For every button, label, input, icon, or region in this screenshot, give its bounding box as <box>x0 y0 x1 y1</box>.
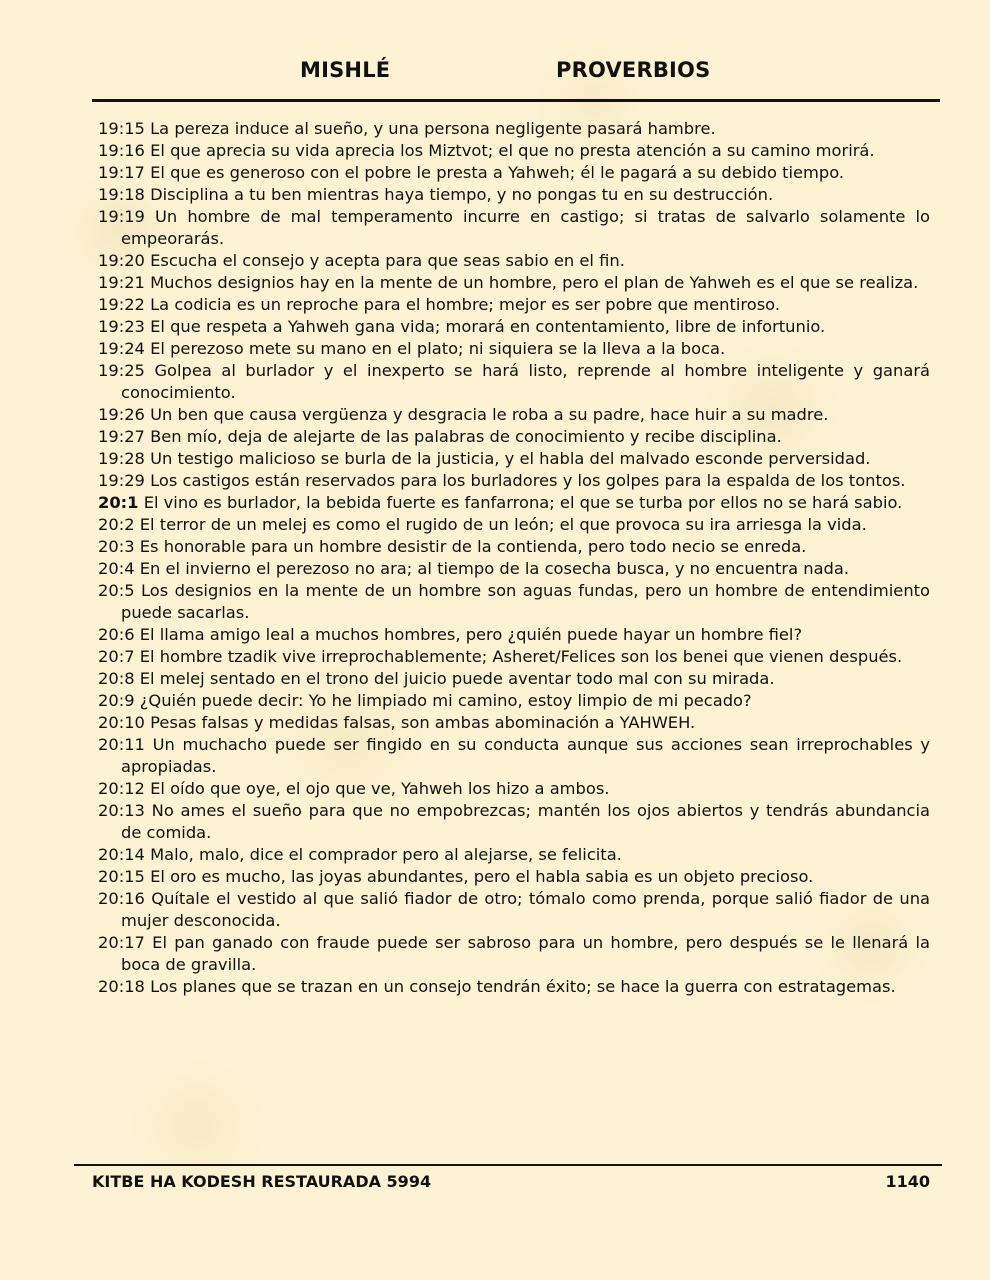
verse-text: Los castigos están reservados para los burladores y los golpes para la espalda de los tontos. <box>150 471 906 490</box>
verse-text: Pesas falsas y medidas falsas, son ambas abominación a YAHWEH. <box>150 713 696 732</box>
verse-reference: 19:27 <box>98 427 145 446</box>
verse <box>98 514 930 536</box>
verse <box>98 580 930 624</box>
verse-reference: 20:8 <box>98 669 135 688</box>
verse-reference: 19:16 <box>98 141 145 160</box>
verse-reference: 19:18 <box>98 185 145 204</box>
verse-reference: 20:10 <box>98 713 145 732</box>
verse <box>98 536 930 558</box>
verse-reference: 19:23 <box>98 317 145 336</box>
verse-text: El perezoso mete su mano en el plato; ni siquiera se la lleva a la boca. <box>150 339 726 358</box>
verse-text: El oro es mucho, las joyas abundantes, pero el habla sabia es un objeto precioso. <box>150 867 814 886</box>
verse-text: Es honorable para un hombre desistir de la contienda, pero todo necio se enreda. <box>139 537 807 556</box>
verse <box>98 448 930 470</box>
verse <box>98 118 930 140</box>
verse-text: El pan ganado con fraude puede ser sabroso para un hombre, pero después se le llenará la boca de gravilla. <box>121 933 930 974</box>
verse-text: El oído que oye, el ojo que ve, Yahweh los hizo a ambos. <box>150 779 610 798</box>
verse-text: El melej sentado en el trono del juicio puede aventar todo mal con su mirada. <box>139 669 775 688</box>
verse <box>98 184 930 206</box>
verse <box>98 866 930 888</box>
verse <box>98 338 930 360</box>
verse-text: Quítale el vestido al que salió fiador de otro; tómalo como prenda, porque salió fiador de una mujer desconocida. <box>121 889 930 930</box>
verse <box>98 712 930 734</box>
verse-text: Ben mío, deja de alejarte de las palabras de conocimiento y recibe disciplina. <box>150 427 782 446</box>
verse-text: El terror de un melej es como el rugido de un león; el que provoca su ira arriesga la vida. <box>139 515 867 534</box>
verse <box>98 646 930 668</box>
verse-text: Los planes que se trazan en un consejo tendrán éxito; se hace la guerra con estratagemas. <box>150 977 896 996</box>
verse <box>98 668 930 690</box>
verse-text: Escucha el consejo y acepta para que seas sabio en el fin. <box>150 251 625 270</box>
verse-text: Un testigo malicioso se burla de la justicia, y el habla del malvado esconde perversidad. <box>150 449 871 468</box>
verse-reference: 20:9 <box>98 691 135 710</box>
verse <box>98 316 930 338</box>
verse-reference: 20:2 <box>98 515 135 534</box>
verse-reference: 20:5 <box>98 581 135 600</box>
verse <box>98 734 930 778</box>
verse-text: El vino es burlador, la bebida fuerte es fanfarrona; el que se turba por ellos no se hará sabio. <box>143 493 903 512</box>
verse <box>98 272 930 294</box>
verse-reference: 20:3 <box>98 537 135 556</box>
verse <box>98 558 930 580</box>
verse-reference: 19:19 <box>98 207 145 226</box>
verse <box>98 888 930 932</box>
verse-reference: 20:4 <box>98 559 135 578</box>
verse <box>98 162 930 184</box>
verse-text: Golpea al burlador y el inexperto se hará listo, reprende al hombre inteligente y ganará conocimiento. <box>121 361 930 402</box>
verse-reference: 20:6 <box>98 625 135 644</box>
verse-text: Muchos designios hay en la mente de un hombre, pero el plan de Yahweh es el que se realiza. <box>150 273 919 292</box>
verse-reference: 20:16 <box>98 889 145 908</box>
header-divider <box>92 99 940 102</box>
book-title-hebrew: MISHLÉ <box>300 58 391 82</box>
verse-text: La codicia es un reproche para el hombre; mejor es ser pobre que mentiroso. <box>150 295 781 314</box>
verse <box>98 206 930 250</box>
verse <box>98 492 930 514</box>
verse <box>98 470 930 492</box>
book-title-spanish: PROVERBIOS <box>556 58 711 82</box>
verse-text: ¿Quién puede decir: Yo he limpiado mi camino, estoy limpio de mi pecado? <box>139 691 752 710</box>
verse <box>98 690 930 712</box>
verse-text: El que es generoso con el pobre le presta a Yahweh; él le pagará a su debido tiempo. <box>150 163 845 182</box>
verse-text: No ames el sueño para que no empobrezcas; mantén los ojos abiertos y tendrás abundancia de comida. <box>121 801 930 842</box>
verse-reference: 19:25 <box>98 361 145 380</box>
verse-text: El hombre tzadik vive irreprochablemente; Asheret/Felices son los benei que vienen después. <box>139 647 903 666</box>
verse-list <box>98 118 930 998</box>
verse-reference: 19:20 <box>98 251 145 270</box>
verse <box>98 844 930 866</box>
verse <box>98 404 930 426</box>
verse-reference: 20:7 <box>98 647 135 666</box>
verse-text: En el invierno el perezoso no ara; al tiempo de la cosecha busca, y no encuentra nada. <box>139 559 850 578</box>
footer-divider <box>74 1164 942 1166</box>
page-number: 1140 <box>885 1172 930 1191</box>
verse-reference: 20:1 <box>98 493 139 512</box>
verse <box>98 294 930 316</box>
verse-reference: 20:13 <box>98 801 145 820</box>
verse-reference: 20:11 <box>98 735 145 754</box>
verse-reference: 20:17 <box>98 933 145 952</box>
verse-text: Un ben que causa vergüenza y desgracia le roba a su padre, hace huir a su madre. <box>150 405 829 424</box>
verse-reference: 20:12 <box>98 779 145 798</box>
verse <box>98 932 930 976</box>
verse-text: Malo, malo, dice el comprador pero al alejarse, se felicita. <box>150 845 622 864</box>
verse-text: Disciplina a tu ben mientras haya tiempo, y no pongas tu en su destrucción. <box>150 185 774 204</box>
page-header <box>0 58 990 92</box>
verse <box>98 360 930 404</box>
verse-reference: 19:15 <box>98 119 145 138</box>
verse-text: El que respeta a Yahweh gana vida; morará en contentamiento, libre de infortunio. <box>150 317 826 336</box>
verse-reference: 20:18 <box>98 977 145 996</box>
verse-text: La pereza induce al sueño, y una persona negligente pasará hambre. <box>150 119 716 138</box>
verse-text: El que aprecia su vida aprecia los Miztvot; el que no presta atención a su camino morirá. <box>150 141 875 160</box>
verse <box>98 778 930 800</box>
verse <box>98 426 930 448</box>
verse <box>98 250 930 272</box>
verse-reference: 19:26 <box>98 405 145 424</box>
verse-reference: 20:14 <box>98 845 145 864</box>
verse-text: Los designios en la mente de un hombre son aguas fundas, pero un hombre de entendimiento puede sacarlas. <box>121 581 930 622</box>
footer-title: KITBE HA KODESH RESTAURADA 5994 <box>92 1172 432 1191</box>
verse-text: El llama amigo leal a muchos hombres, pero ¿quién puede hayar un hombre fiel? <box>139 625 803 644</box>
verse-reference: 20:15 <box>98 867 145 886</box>
verse-reference: 19:21 <box>98 273 145 292</box>
verse-reference: 19:22 <box>98 295 145 314</box>
verse-reference: 19:29 <box>98 471 145 490</box>
verse <box>98 140 930 162</box>
verse-reference: 19:28 <box>98 449 145 468</box>
verse <box>98 976 930 998</box>
verse-text: Un hombre de mal temperamento incurre en castigo; si tratas de salvarlo solamente lo empeorarás. <box>121 207 930 248</box>
verse-reference: 19:24 <box>98 339 145 358</box>
verse <box>98 624 930 646</box>
verse-text: Un muchacho puede ser fingido en su conducta aunque sus acciones sean irreprochables y apropiadas. <box>121 735 930 776</box>
verse-reference: 19:17 <box>98 163 145 182</box>
verse <box>98 800 930 844</box>
